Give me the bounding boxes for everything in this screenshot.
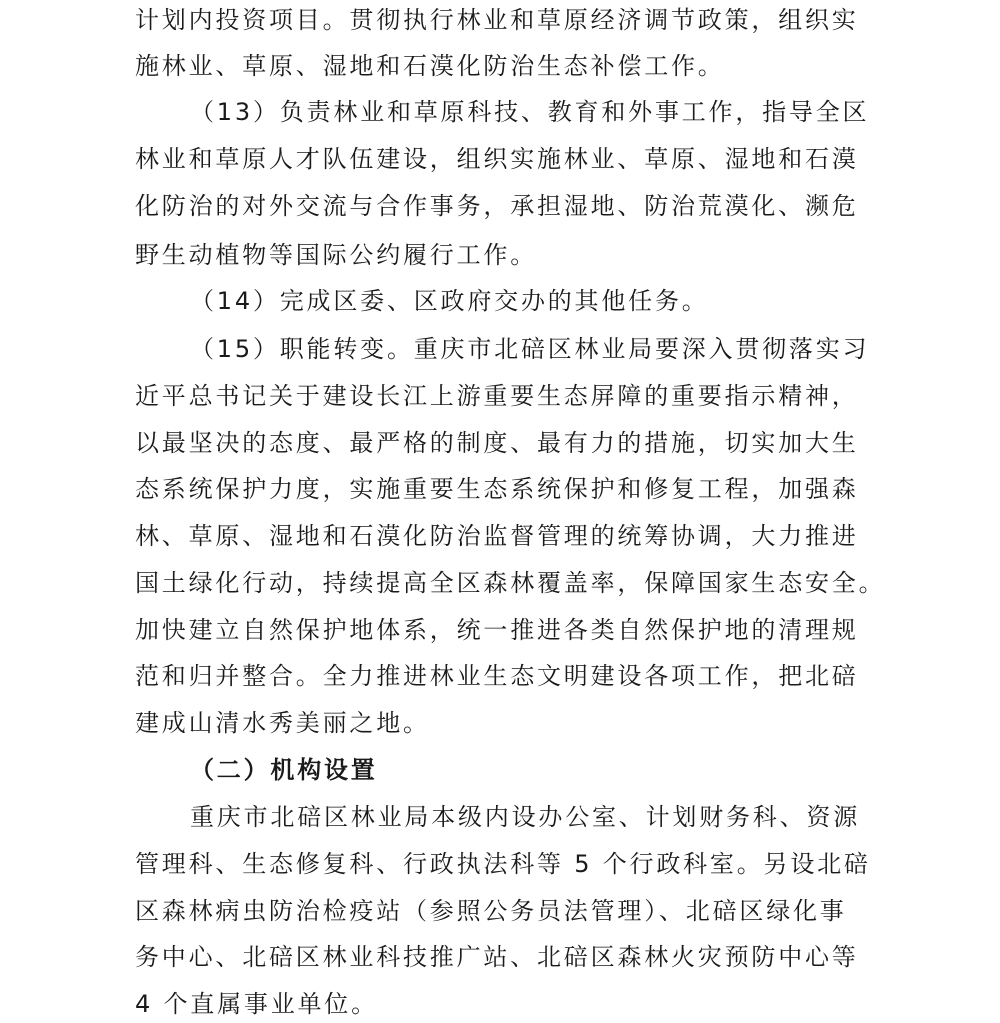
paragraph-org-start: 重庆市北碚区林业局本级内设办公室、计划财务科、资源 <box>190 803 860 831</box>
text-line: 区森林病虫防治检疫站（参照公务员法管理）、北碚区绿化事 <box>135 897 847 925</box>
text-line: 务中心、北碚区林业科技推广站、北碚区森林火灾预防中心等 <box>135 943 859 971</box>
text-line: 以最坚决的态度、最严格的制度、最有力的措施，切实加大生 <box>135 429 859 457</box>
text-line: 施林业、草原、湿地和石漠化防治生态补偿工作。 <box>135 52 725 80</box>
text-line: 国土绿化行动，持续提高全区森林覆盖率，保障国家生态安全。 <box>135 569 886 597</box>
text-line: 化防治的对外交流与合作事务，承担湿地、防治荒漠化、濒危 <box>135 192 859 220</box>
text-line: 林业和草原人才队伍建设，组织实施林业、草原、湿地和石漠 <box>135 145 859 173</box>
text-line: 林、草原、湿地和石漠化防治监督管理的统筹协调，大力推进 <box>135 522 859 550</box>
text-line: 加快建立自然保护地体系，统一推进各类自然保护地的清理规 <box>135 616 859 644</box>
section-heading: （二）机构设置 <box>190 756 378 784</box>
paragraph-14: （14）完成区委、区政府交办的其他任务。 <box>190 287 709 315</box>
text-line: 4 个直属事业单位。 <box>135 990 378 1018</box>
text-line: 态系统保护力度，实施重要生态系统保护和修复工程，加强森 <box>135 475 859 503</box>
text-line: 计划内投资项目。贯彻执行林业和草原经济调节政策，组织实 <box>135 6 859 34</box>
text-line: 野生动植物等国际公约履行工作。 <box>135 241 537 269</box>
text-line: 范和归并整合。全力推进林业生态文明建设各项工作，把北碚 <box>135 662 859 690</box>
text-line: 建成山清水秀美丽之地。 <box>135 709 430 737</box>
paragraph-13-start: （13）负责林业和草原科技、教育和外事工作，指导全区 <box>190 98 870 126</box>
paragraph-15-start: （15）职能转变。重庆市北碚区林业局要深入贯彻落实习 <box>190 335 870 363</box>
text-line: 管理科、生态修复科、行政执法科等 5 个行政科室。另设北碚 <box>135 850 871 878</box>
text-line: 近平总书记关于建设长江上游重要生态屏障的重要指示精神， <box>135 382 859 410</box>
